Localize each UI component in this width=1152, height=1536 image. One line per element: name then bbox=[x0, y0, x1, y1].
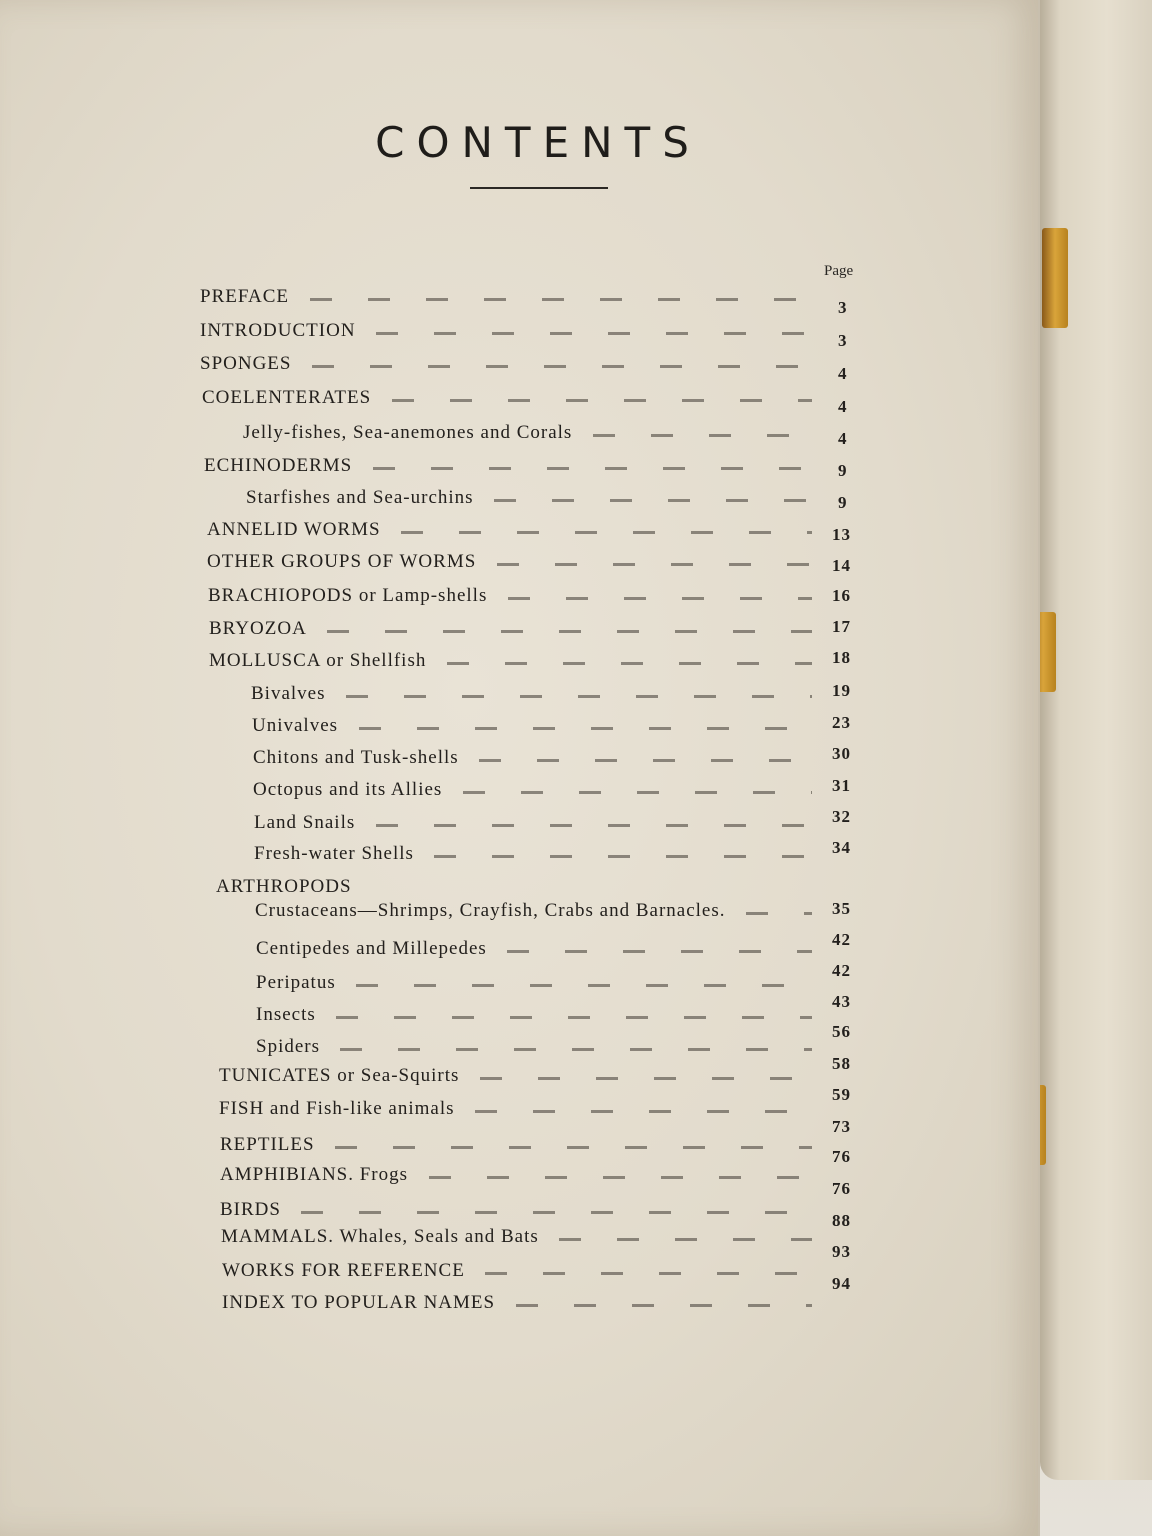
leader-dots bbox=[475, 1110, 812, 1113]
leader-dots bbox=[429, 1176, 812, 1179]
leader-dots bbox=[376, 332, 812, 335]
toc-entry-label: Crustaceans—Shrimps, Crayfish, Crabs and Barnacles. bbox=[255, 900, 726, 921]
toc-page-number: 13 bbox=[832, 525, 851, 544]
toc-page-number: 23 bbox=[832, 713, 851, 732]
toc-entry-label: BRYOZOA bbox=[209, 618, 307, 639]
toc-page-number: 32 bbox=[832, 807, 851, 826]
toc-page-number: 88 bbox=[832, 1211, 851, 1230]
toc-entry bbox=[255, 900, 820, 928]
toc-page-number: 73 bbox=[832, 1117, 851, 1136]
toc-entry bbox=[254, 812, 820, 840]
facing-page-edge bbox=[1040, 0, 1152, 1480]
title-underline bbox=[470, 187, 608, 189]
toc-entry bbox=[200, 286, 820, 314]
leader-dots bbox=[359, 727, 812, 730]
toc-entry bbox=[220, 1199, 820, 1227]
toc-entry-label: ECHINODERMS bbox=[204, 455, 353, 476]
toc-entry-label: ANNELID WORMS bbox=[207, 519, 381, 540]
leader-dots bbox=[434, 855, 812, 858]
toc-entry bbox=[254, 843, 820, 871]
toc-entry-label: INTRODUCTION bbox=[200, 320, 356, 341]
toc-entry-label: TUNICATES or Sea-Squirts bbox=[219, 1065, 460, 1086]
leader-dots bbox=[312, 365, 812, 368]
toc-entry-label: Peripatus bbox=[256, 972, 336, 993]
toc-page-number: 18 bbox=[832, 648, 851, 667]
leader-dots bbox=[356, 984, 812, 987]
toc-entry-label: OTHER GROUPS OF WORMS bbox=[207, 551, 477, 572]
toc-entry bbox=[200, 353, 820, 381]
toc-entry bbox=[256, 1004, 820, 1032]
leader-dots bbox=[494, 499, 812, 502]
toc-entry bbox=[220, 1164, 820, 1192]
toc-entry bbox=[222, 1292, 820, 1320]
leader-dots bbox=[346, 695, 812, 698]
toc-page-number: 9 bbox=[838, 493, 848, 512]
toc-entry-label: BIRDS bbox=[220, 1199, 281, 1220]
leader-dots bbox=[301, 1211, 812, 1214]
toc-entry-label: Insects bbox=[256, 1004, 316, 1025]
toc-page-number: 17 bbox=[832, 617, 851, 636]
leader-dots bbox=[335, 1146, 812, 1149]
toc-entry bbox=[204, 455, 820, 483]
leader-dots bbox=[447, 662, 812, 665]
leader-dots bbox=[401, 531, 812, 534]
toc-page-number: 4 bbox=[838, 397, 848, 416]
toc-page-number: 14 bbox=[832, 556, 851, 575]
toc-entry-label: PREFACE bbox=[200, 286, 290, 307]
toc-page-number: 35 bbox=[832, 899, 851, 918]
toc-page-number: 31 bbox=[832, 776, 851, 795]
leader-dots bbox=[480, 1077, 812, 1080]
toc-page-number: 56 bbox=[832, 1022, 851, 1041]
leader-dots bbox=[327, 630, 812, 633]
toc-entry-label: Centipedes and Millepedes bbox=[256, 938, 487, 959]
leader-dots bbox=[376, 824, 812, 827]
toc-page-number: 43 bbox=[832, 992, 851, 1011]
toc-entry-label: ARTHROPODS bbox=[216, 876, 352, 897]
toc-entry bbox=[207, 551, 820, 579]
toc-page-number: 19 bbox=[832, 681, 851, 700]
toc-entry bbox=[208, 585, 820, 613]
toc-page-number: 16 bbox=[832, 586, 851, 605]
toc-entry-label: Octopus and its Allies bbox=[253, 779, 443, 800]
toc-entry-label: FISH and Fish-like animals bbox=[219, 1098, 455, 1119]
leader-dots bbox=[479, 759, 812, 762]
toc-entry-label: REPTILES bbox=[220, 1134, 315, 1155]
toc-entry bbox=[219, 1065, 820, 1093]
toc-page-number: 4 bbox=[838, 364, 848, 383]
toc-entry bbox=[243, 422, 820, 450]
binding-staple bbox=[1042, 228, 1068, 328]
toc-entry bbox=[252, 715, 820, 743]
leader-dots bbox=[508, 597, 812, 600]
toc-page-number: 30 bbox=[832, 744, 851, 763]
toc-entry bbox=[222, 1260, 820, 1288]
toc-entry-label: Chitons and Tusk-shells bbox=[253, 747, 459, 768]
toc-page-number: 9 bbox=[838, 461, 848, 480]
toc-entry-label: AMPHIBIANS. Frogs bbox=[220, 1164, 409, 1185]
toc-entry-label: Fresh-water Shells bbox=[254, 843, 414, 864]
toc-entry-label: MOLLUSCA or Shellfish bbox=[209, 650, 427, 671]
toc-page-number: 58 bbox=[832, 1054, 851, 1073]
leader-dots bbox=[559, 1238, 812, 1241]
toc-entry-label: SPONGES bbox=[200, 353, 292, 374]
toc-entry-label: Spiders bbox=[256, 1036, 320, 1057]
leader-dots bbox=[497, 563, 812, 566]
leader-dots bbox=[373, 467, 812, 470]
toc-entry-label: Land Snails bbox=[254, 812, 356, 833]
toc-page-number: 3 bbox=[838, 298, 848, 317]
leader-dots bbox=[310, 298, 812, 301]
toc-entry-label: BRACHIOPODS or Lamp-shells bbox=[208, 585, 488, 606]
toc-entry-label: Starfishes and Sea-urchins bbox=[246, 487, 474, 508]
page-column-heading: Page bbox=[824, 263, 854, 279]
leader-dots bbox=[507, 950, 812, 953]
toc-page-number: 42 bbox=[832, 961, 851, 980]
page-title: CONTENTS bbox=[375, 118, 701, 167]
toc-entry bbox=[200, 320, 820, 348]
leader-dots bbox=[593, 434, 812, 437]
toc-entry bbox=[256, 1036, 820, 1064]
toc-page-number: 34 bbox=[832, 838, 851, 857]
toc-entry-label: Jelly-fishes, Sea-anemones and Corals bbox=[243, 422, 573, 443]
toc-entry bbox=[251, 683, 820, 711]
leader-dots bbox=[746, 912, 812, 915]
toc-page-number: 59 bbox=[832, 1085, 851, 1104]
leader-dots bbox=[463, 791, 812, 794]
leader-dots bbox=[392, 399, 812, 402]
toc-entry bbox=[246, 487, 820, 515]
toc-entry bbox=[256, 938, 820, 966]
toc-entry bbox=[221, 1226, 820, 1254]
toc-entry-label: INDEX TO POPULAR NAMES bbox=[222, 1292, 496, 1313]
toc-page-number: 94 bbox=[832, 1274, 851, 1293]
toc-entry bbox=[209, 650, 820, 678]
toc-page-number: 3 bbox=[838, 331, 848, 350]
toc-entry bbox=[219, 1098, 820, 1126]
leader-dots bbox=[336, 1016, 812, 1019]
toc-entry-label: MAMMALS. Whales, Seals and Bats bbox=[221, 1226, 539, 1247]
toc-entry bbox=[202, 387, 820, 415]
toc-page-number: 93 bbox=[832, 1242, 851, 1261]
toc-entry bbox=[256, 972, 820, 1000]
toc-page-number: 42 bbox=[832, 930, 851, 949]
toc-page-number: 76 bbox=[832, 1179, 851, 1198]
leader-dots bbox=[516, 1304, 812, 1307]
toc-entry bbox=[220, 1134, 820, 1162]
toc-entry-label: Bivalves bbox=[251, 683, 326, 704]
toc-entry-label: COELENTERATES bbox=[202, 387, 372, 408]
toc-entry-label: WORKS FOR REFERENCE bbox=[222, 1260, 465, 1281]
toc-entry-label: Univalves bbox=[252, 715, 339, 736]
toc-page-number: 76 bbox=[832, 1147, 851, 1166]
toc-page-number: 4 bbox=[838, 429, 848, 448]
toc-entry bbox=[209, 618, 820, 646]
leader-dots bbox=[340, 1048, 812, 1051]
leader-dots bbox=[485, 1272, 812, 1275]
toc-entry bbox=[253, 747, 820, 775]
toc-entry bbox=[207, 519, 820, 547]
toc-entry bbox=[253, 779, 820, 807]
